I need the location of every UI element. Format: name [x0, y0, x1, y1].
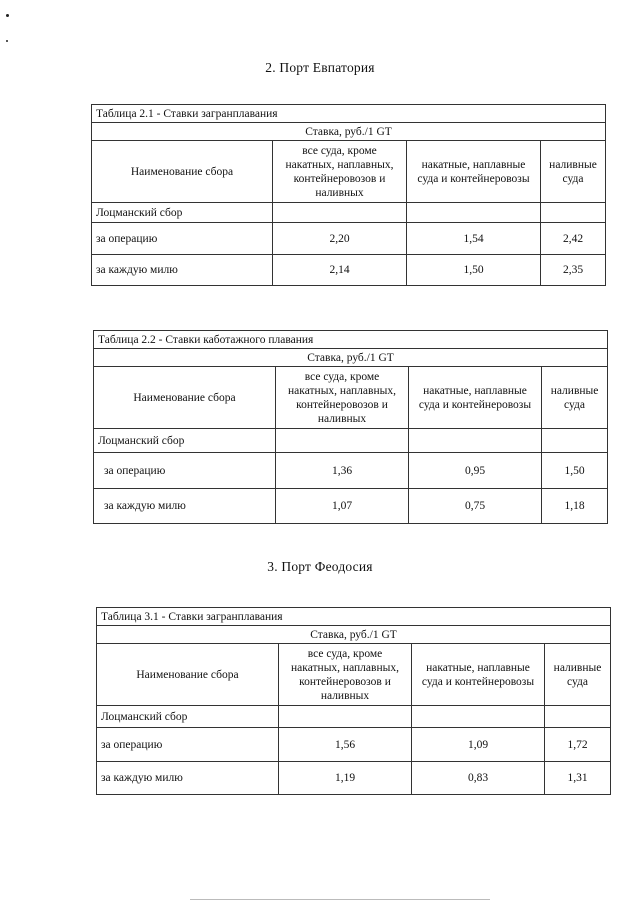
- value-cell: 1,50: [542, 453, 608, 489]
- scan-speck: [6, 14, 9, 17]
- table-caption: Таблица 2.1 - Ставки загранплавания: [92, 105, 606, 123]
- section-title-feodosia: 3. Порт Феодосия: [267, 559, 373, 574]
- rates-table-3-1: [96, 607, 611, 795]
- value-cell: 1,31: [545, 762, 611, 795]
- rates-table-2-1: [91, 104, 606, 286]
- group-label-pilotage: Лоцманский сбор: [92, 203, 273, 223]
- value-cell: 1,36: [276, 453, 409, 489]
- table-row: [94, 489, 608, 524]
- column-header-fee-name: Наименование сбора: [97, 644, 279, 706]
- rates-table-2-2: [93, 330, 608, 524]
- empty-cell: [409, 429, 542, 453]
- row-label: за операцию: [94, 453, 276, 489]
- table-caption: Таблица 2.2 - Ставки каботажного плавания: [94, 331, 608, 349]
- value-cell: 1,07: [276, 489, 409, 524]
- rate-unit-header: Ставка, руб./1 GT: [97, 626, 611, 644]
- group-label-pilotage: Лоцманский сбор: [94, 429, 276, 453]
- value-cell: 1,09: [412, 728, 545, 762]
- value-cell: 2,42: [541, 223, 606, 255]
- empty-cell: [407, 203, 541, 223]
- column-header-roro-containers: накатные, наплавные суда и контейнеровозы: [412, 644, 545, 706]
- rate-unit-header: Ставка, руб./1 GT: [94, 349, 608, 367]
- empty-cell: [542, 429, 608, 453]
- column-header-tankers: наливные суда: [541, 141, 606, 203]
- value-cell: 2,14: [273, 255, 407, 286]
- group-label-pilotage: Лоцманский сбор: [97, 706, 279, 728]
- value-cell: 1,72: [545, 728, 611, 762]
- value-cell: 1,18: [542, 489, 608, 524]
- empty-cell: [279, 706, 412, 728]
- value-cell: 2,20: [273, 223, 407, 255]
- column-header-tankers: наливные суда: [542, 367, 608, 429]
- value-cell: 1,19: [279, 762, 412, 795]
- value-cell: 0,83: [412, 762, 545, 795]
- empty-cell: [273, 203, 407, 223]
- column-header-roro-containers: накатные, наплавные суда и контейнеровозы: [409, 367, 542, 429]
- scan-speck: [6, 40, 8, 42]
- table-row: [92, 255, 606, 286]
- row-label: за операцию: [92, 223, 273, 255]
- column-header-fee-name: Наименование сбора: [94, 367, 276, 429]
- table-row: [97, 762, 611, 795]
- column-header-roro-containers: накатные, наплавные суда и контейнеровозы: [407, 141, 541, 203]
- value-cell: 0,75: [409, 489, 542, 524]
- column-header-all-vessels: все суда, кроме накатных, наплавных, контейнеровозов и наливных: [276, 367, 409, 429]
- value-cell: 1,50: [407, 255, 541, 286]
- column-header-all-vessels: все суда, кроме накатных, наплавных, контейнеровозов и наливных: [273, 141, 407, 203]
- empty-cell: [545, 706, 611, 728]
- table-row: [97, 728, 611, 762]
- empty-cell: [541, 203, 606, 223]
- value-cell: 1,54: [407, 223, 541, 255]
- row-label: за каждую милю: [97, 762, 279, 795]
- table-row: [94, 453, 608, 489]
- row-label: за операцию: [97, 728, 279, 762]
- row-label: за каждую милю: [94, 489, 276, 524]
- empty-cell: [276, 429, 409, 453]
- section-title-evpatoria: 2. Порт Евпатория: [265, 60, 375, 75]
- rate-unit-header: Ставка, руб./1 GT: [92, 123, 606, 141]
- column-header-all-vessels: все суда, кроме накатных, наплавных, контейнеровозов и наливных: [279, 644, 412, 706]
- value-cell: 2,35: [541, 255, 606, 286]
- table-row: [92, 223, 606, 255]
- empty-cell: [412, 706, 545, 728]
- row-label: за каждую милю: [92, 255, 273, 286]
- value-cell: 1,56: [279, 728, 412, 762]
- scan-line: [190, 899, 490, 900]
- column-header-tankers: наливные суда: [545, 644, 611, 706]
- table-caption: Таблица 3.1 - Ставки загранплавания: [97, 608, 611, 626]
- value-cell: 0,95: [409, 453, 542, 489]
- column-header-fee-name: Наименование сбора: [92, 141, 273, 203]
